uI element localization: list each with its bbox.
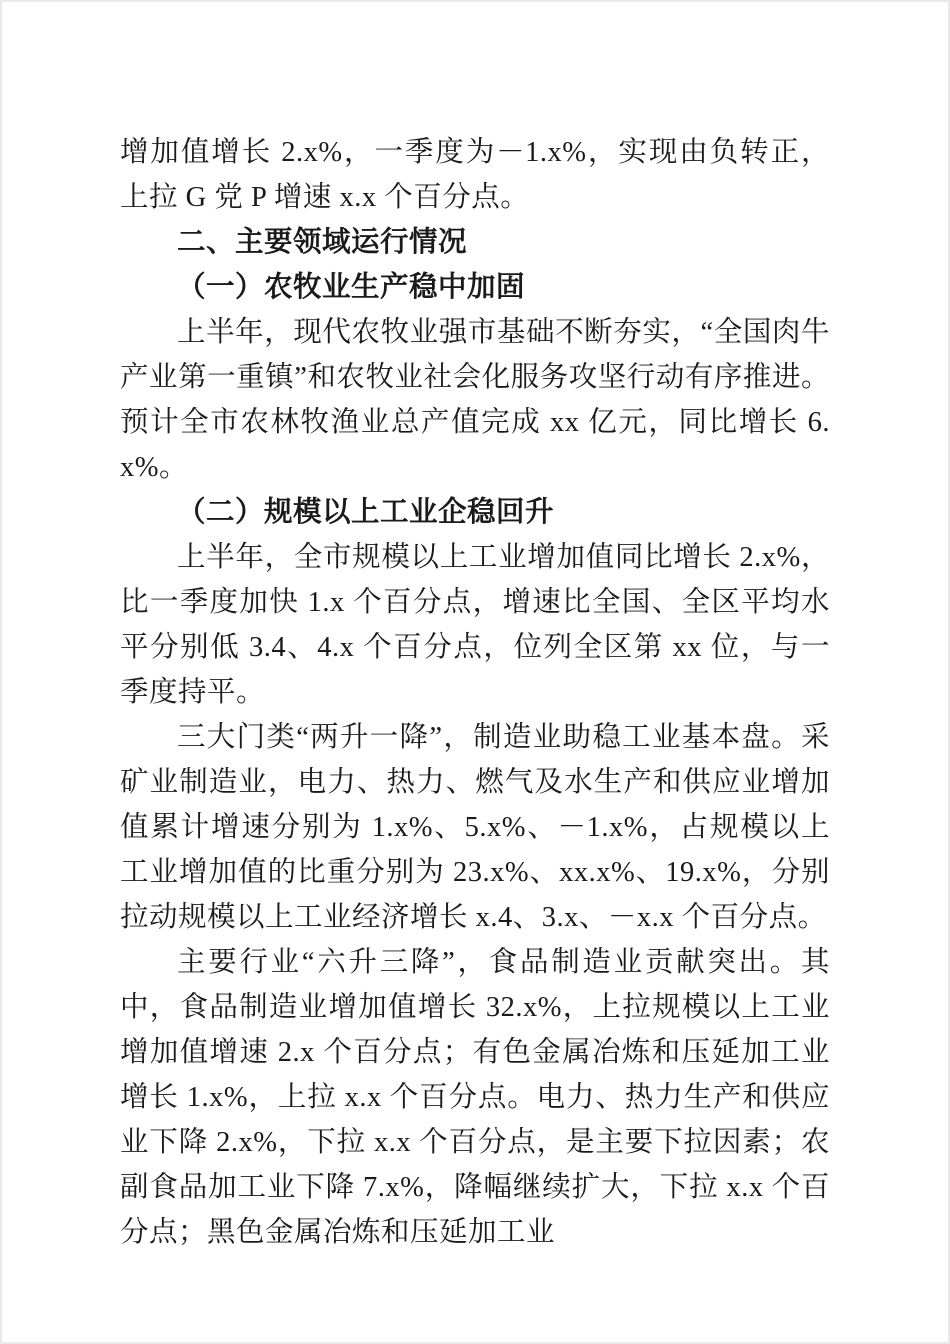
- paragraph-agriculture: 上半年，现代农牧业强市基础不断夯实，“全国肉牛产业第一重镇”和农牧业社会化服务攻坚行动有序推进。预计全市农林牧渔业总产值完成 xx 亿元，同比增长 6.x%。: [120, 317, 830, 483]
- subsection-heading-1: （一）农牧业生产稳中加固: [177, 272, 526, 303]
- paragraph-three-categories: 三大门类“两升一降”，制造业助稳工业基本盘。采矿业制造业，电力、热力、燃气及水生产和供应业增加值累计增速分别为 1.x%、5.x%、－1.x%，占规模以上工业增加值的比重分别为 23.x%、xx.x%、19.x%，分别拉动规模以上工业经济增长 x.4、3.x、－x.x 个百分点。: [120, 722, 830, 933]
- paragraph-continuation: 增加值增长 2.x%，一季度为－1.x%，实现由负转正，上拉 G 党 P 增速 x.x 个百分点。: [120, 137, 830, 213]
- paragraph-major-industries: 主要行业“六升三降”，食品制造业贡献突出。其中，食品制造业增加值增长 32.x%，上拉规模以上工业增加值增速 2.x 个百分点；有色金属冶炼和压延加工业增长 1.x%，上拉 x.x 个百分点。电力、热力生产和供应业下降 2.x%，下拉 x.x 个百分点，是主要下拉因素；农副食品加工业下降 7.x%，降幅继续扩大，下拉 x.x 个百分点；黑色金属冶炼和压延加工业: [120, 947, 830, 1248]
- section-heading: 二、主要领域运行情况: [177, 226, 468, 258]
- subsection-heading-2: （二）规模以上工业企稳回升: [177, 497, 555, 528]
- paragraph-industry-overview: 上半年，全市规模以上工业增加值同比增长 2.x%，比一季度加快 1.x 个百分点，增速比全国、全区平均水平分别低 3.4、4.x 个百分点，位列全区第 xx 位，与一季度持平。: [120, 542, 830, 708]
- document-content: [120, 130, 830, 1255]
